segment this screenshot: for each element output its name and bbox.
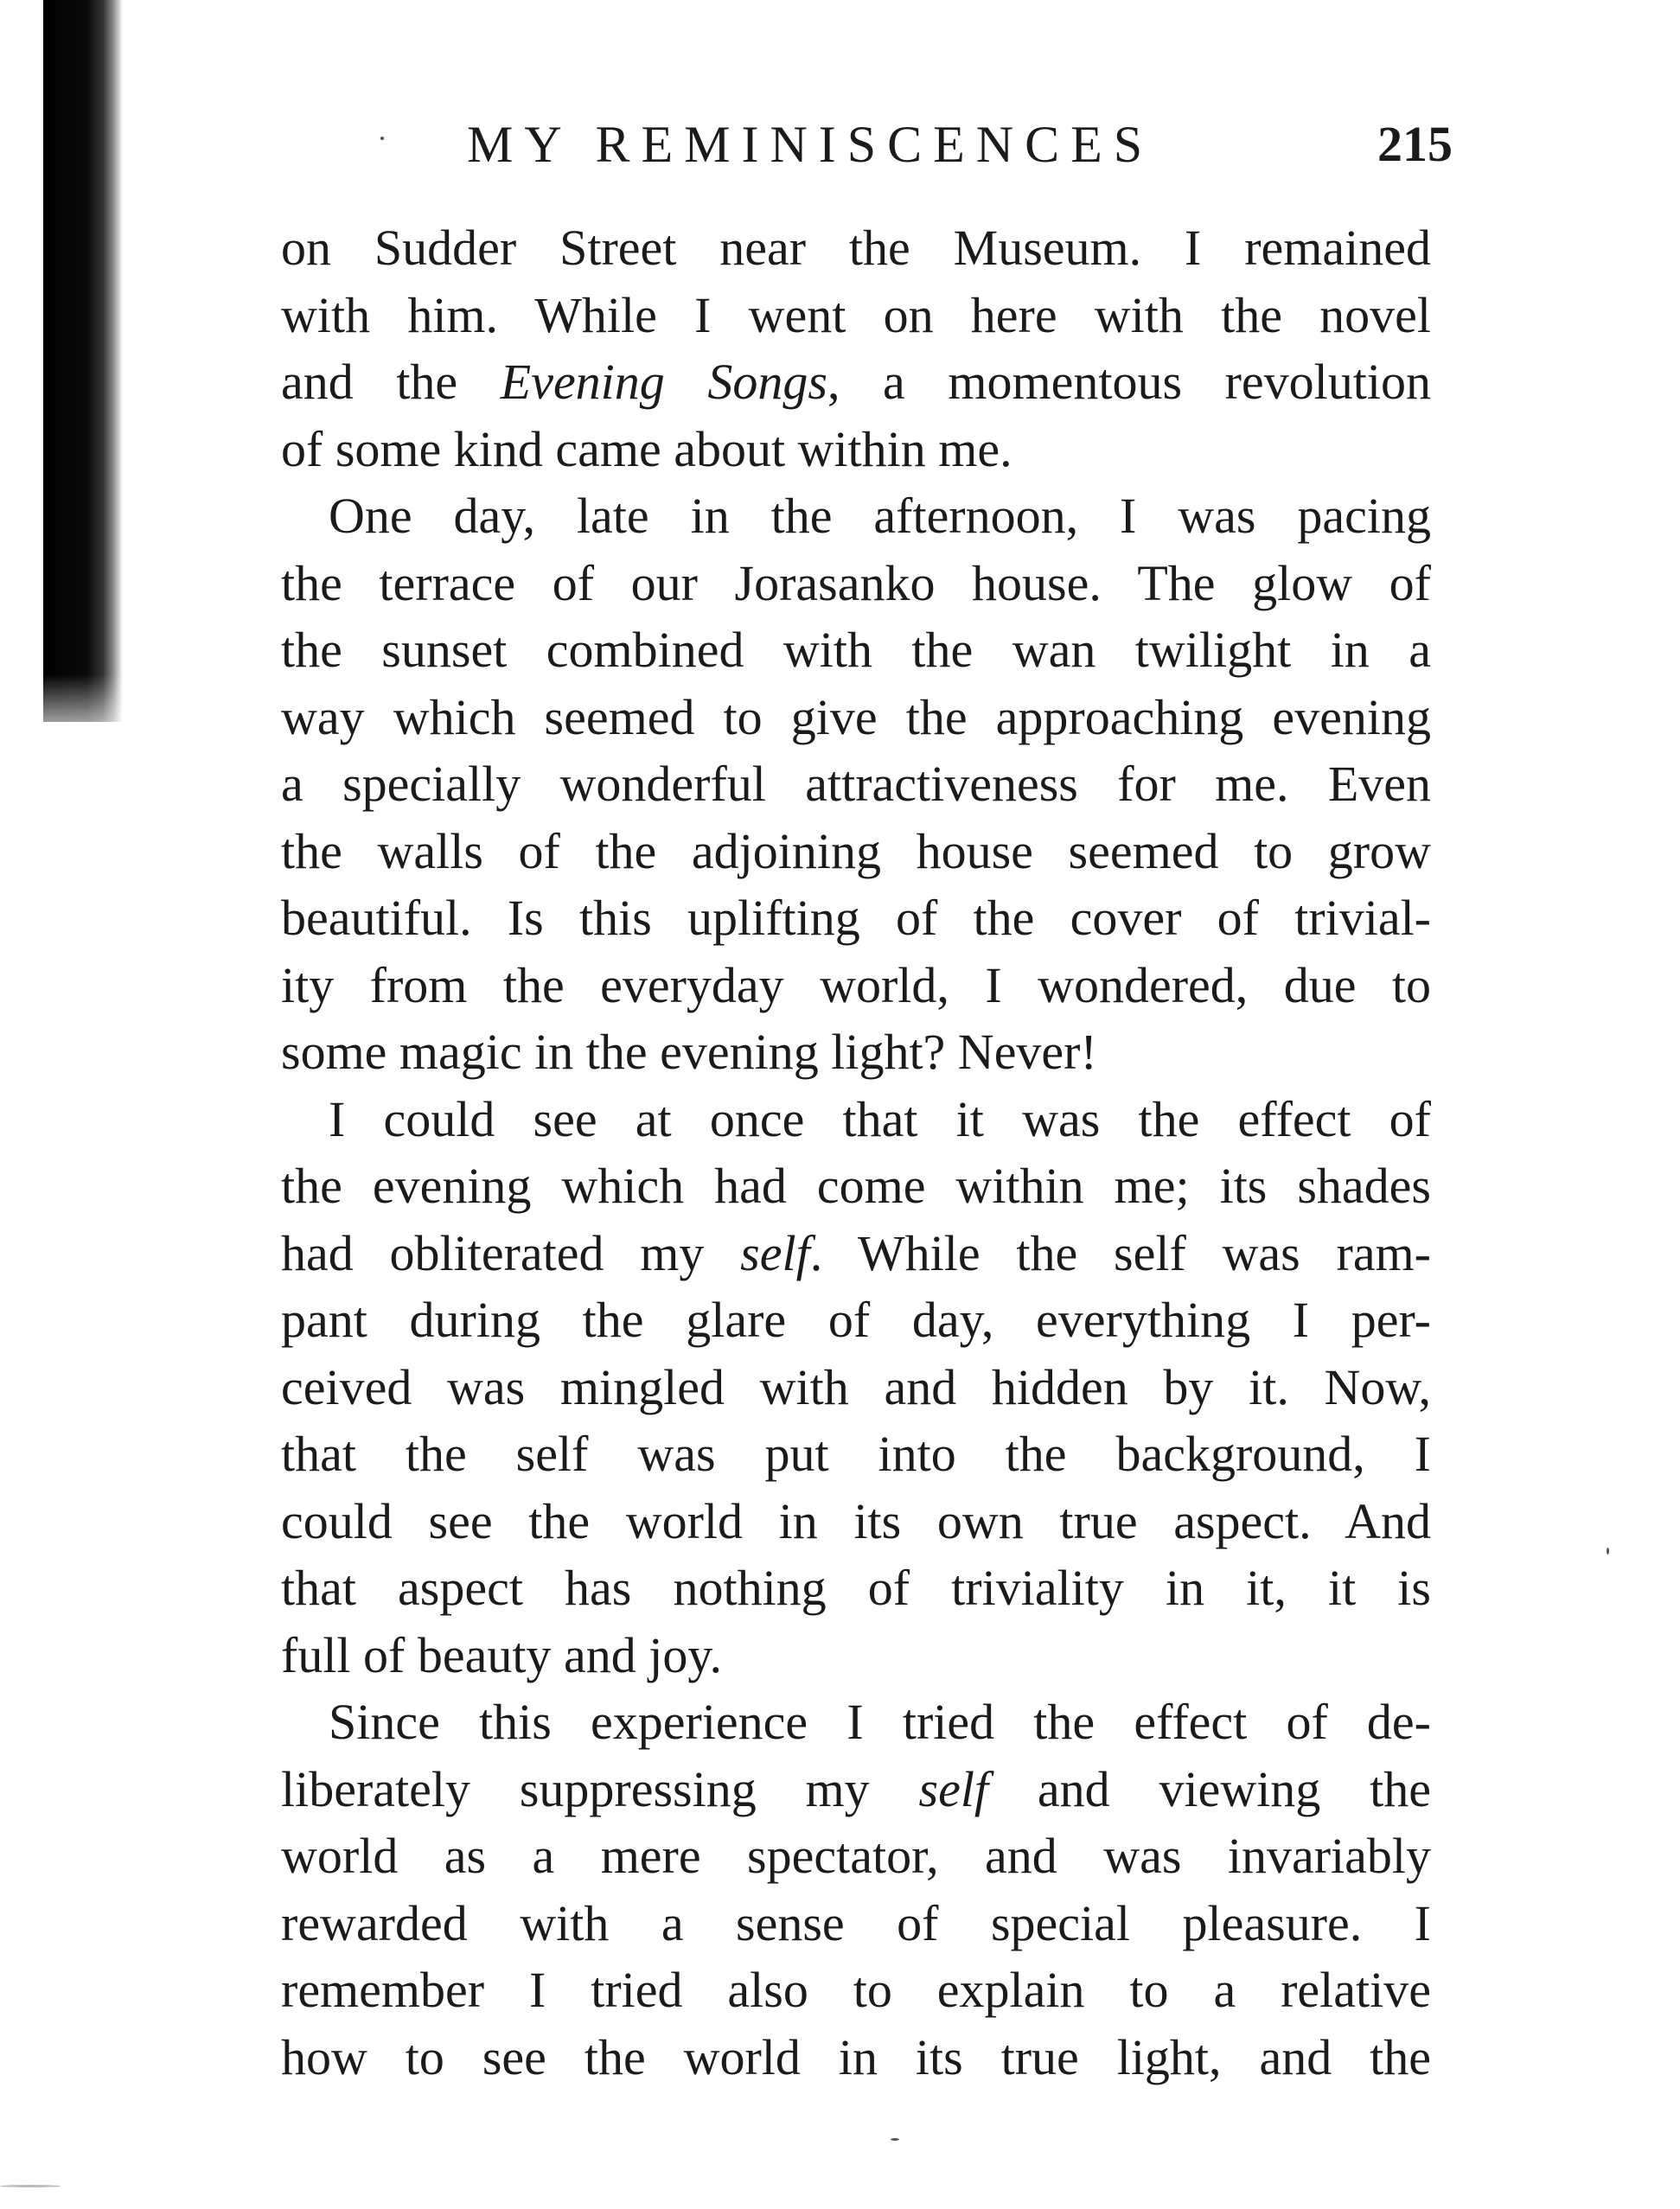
text-run: , a momentous revolution [827, 354, 1431, 410]
text-line: how to see the world in its true light, and the [281, 2028, 1431, 2085]
page-header [467, 105, 1453, 183]
text-line: I could see at once that it was the effect of [329, 1090, 1431, 1147]
text-line [281, 1220, 1431, 1287]
text-line: the evening which had come within me; its shades [281, 1158, 1431, 1214]
text-run: . While the self was ram- [809, 1224, 1431, 1281]
emphasis-italic: self [918, 1760, 989, 1817]
text-line: with him. While I went on here with the novel [281, 286, 1431, 343]
text-line: ceived was mingled with and hidden by it. Now, [281, 1358, 1431, 1415]
scan-speck [380, 137, 384, 140]
emphasis-italic: self [740, 1224, 810, 1281]
text-run: had obliterated my [281, 1224, 741, 1281]
text-line: ity from the everyday world, I wondered, due to [281, 956, 1431, 1013]
text-line: could see the world in its own true aspect. And [281, 1492, 1431, 1549]
text-line: a specially wonderful attractiveness for me. Even [281, 756, 1431, 812]
text-line: the sunset combined with the wan twilight in a [281, 622, 1431, 678]
page-number: 215 [1377, 116, 1453, 172]
text-run: and the [281, 354, 501, 410]
text-line: the walls of the adjoining house seemed to grow [281, 822, 1431, 879]
book-title-italic: Evening Songs [500, 354, 827, 410]
text-line: full of beauty and joy. [281, 1626, 723, 1683]
scan-speck [891, 2138, 899, 2141]
text-line: way which seemed to give the approaching evening [281, 688, 1431, 745]
text-line: on Sudder Street near the Museum. I remained [281, 220, 1431, 276]
text-line: some magic in the evening light? Never! [281, 1024, 1097, 1080]
text-line: that the self was put into the background, I [281, 1426, 1431, 1482]
text-line: Since this experience I tried the effect of de- [329, 1694, 1431, 1750]
book-binding-shadow [43, 0, 123, 722]
text-line: beautiful. Is this uplifting of the cover of trivial- [281, 890, 1431, 946]
text-line [281, 1756, 1431, 1823]
text-line: that aspect has nothing of triviality in it, it is [281, 1560, 1431, 1616]
text-run: and viewing the [988, 1760, 1431, 1817]
text-run: liberately suppressing my [281, 1760, 919, 1817]
text-line: of some kind came about within me. [281, 420, 1012, 477]
text-line: pant during the glare of day, everything I per- [281, 1292, 1431, 1348]
text-line: One day, late in the afternoon, I was pacing [329, 488, 1431, 544]
scan-speck [1607, 1548, 1609, 1555]
book-binding-shadow-fade [43, 674, 123, 752]
scan-speck [0, 2185, 61, 2187]
text-line: rewarded with a sense of special pleasure. I [281, 1894, 1431, 1951]
running-title: MY REMINISCENCES [467, 116, 1154, 173]
body-text [281, 214, 1431, 2091]
text-line: the terrace of our Jorasanko house. The glow of [281, 554, 1431, 611]
text-line [281, 348, 1431, 416]
text-line: remember I tried also to explain to a relative [281, 1962, 1431, 2018]
text-line: world as a mere spectator, and was invariably [281, 1828, 1431, 1884]
